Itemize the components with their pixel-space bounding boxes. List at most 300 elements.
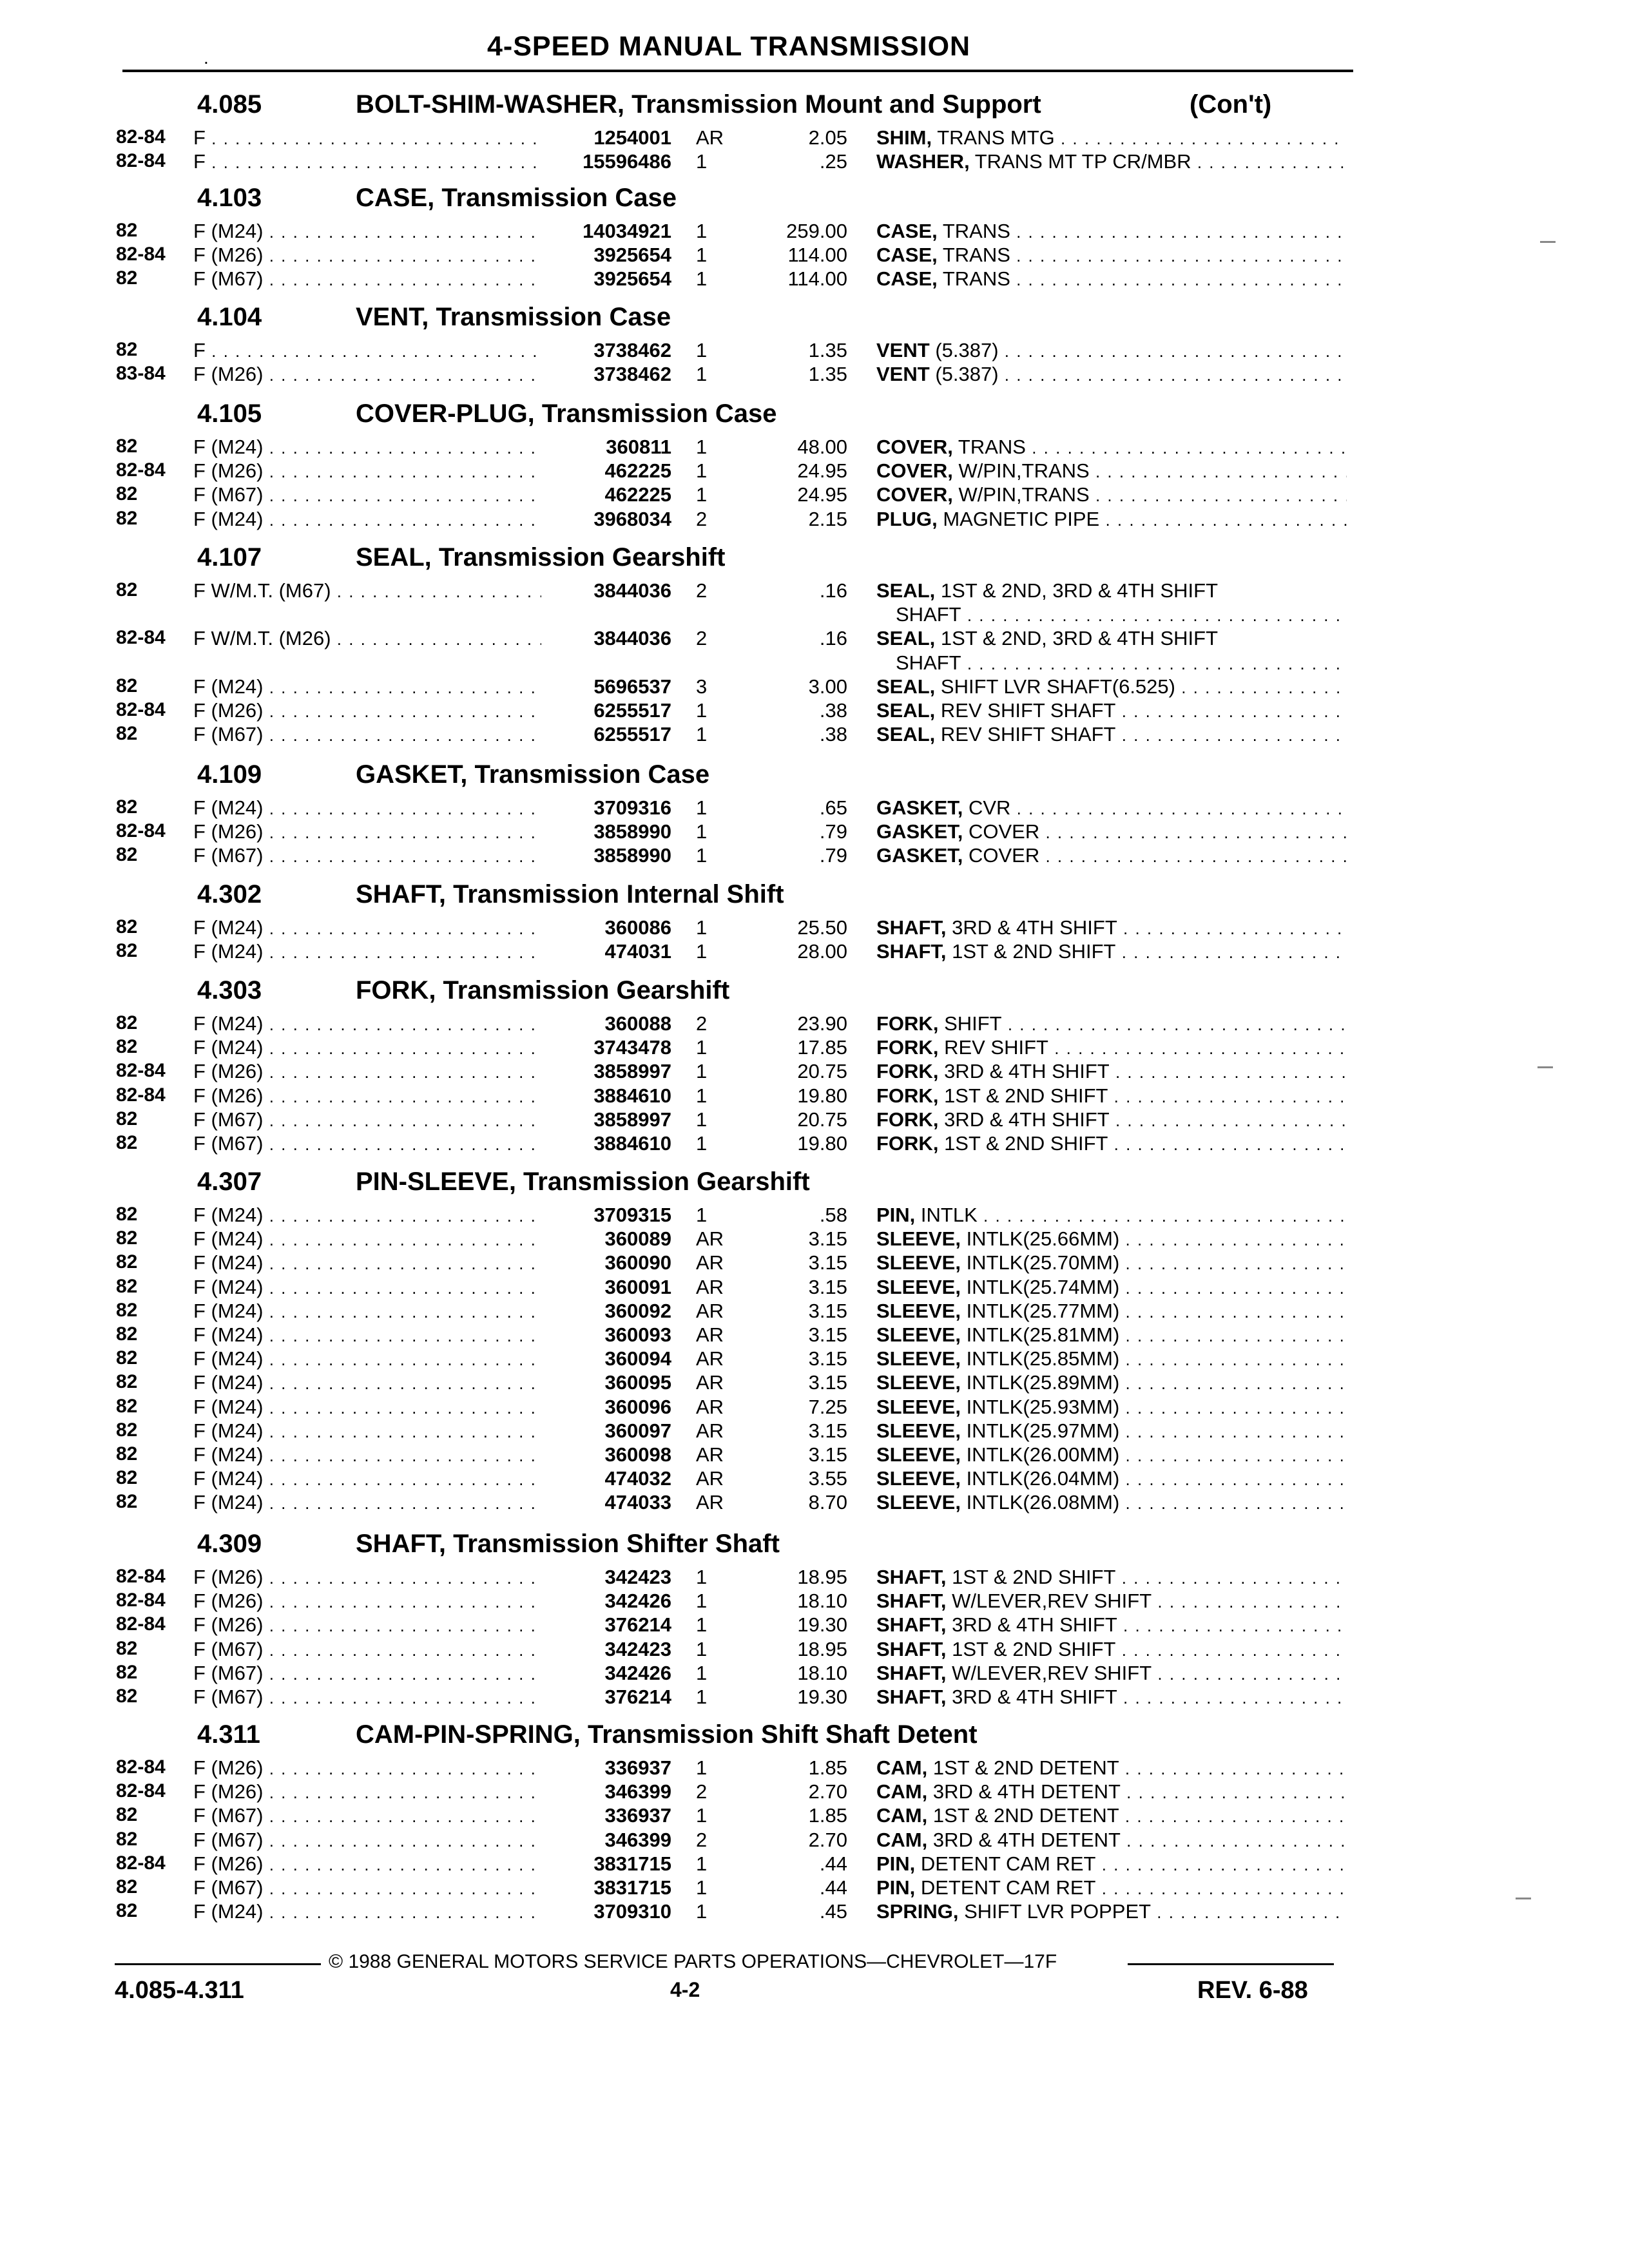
- part-description: [876, 339, 1347, 362]
- description-noun: SPRING,: [876, 1900, 959, 1923]
- application-code: F (M67) . . .: [193, 1108, 541, 1131]
- model-years: 82: [116, 723, 138, 745]
- price: 25.50: [797, 916, 847, 939]
- part-number: 6255517: [593, 699, 671, 722]
- application-code: F (M67) . . .: [193, 1686, 541, 1709]
- description-continued: SHAFT . . .: [896, 603, 1347, 626]
- application-code: F (M67) . . .: [193, 1876, 541, 1899]
- description-noun: SLEEVE,: [876, 1491, 961, 1514]
- description-noun: FORK,: [876, 1060, 939, 1083]
- description-noun: PLUG,: [876, 507, 938, 530]
- price: 23.90: [797, 1012, 847, 1035]
- application-code: F . . .: [193, 126, 541, 149]
- quantity: AR: [696, 1251, 724, 1274]
- price: 259.00: [786, 220, 847, 242]
- application-code: F (M24) . . .: [193, 1036, 541, 1059]
- application-code: F (M24) . . .: [193, 1900, 541, 1923]
- application-code: F (M67) . . .: [193, 1638, 541, 1661]
- price: .25: [819, 150, 847, 173]
- application-code: F (M26) . . .: [193, 244, 541, 267]
- part-number: 474033: [604, 1491, 671, 1514]
- part-description: [876, 627, 1347, 650]
- application-code: F (M26) . . .: [193, 1060, 541, 1083]
- description-detail: W/LEVER,REV SHIFT . . .: [952, 1590, 1347, 1612]
- model-years: 82: [116, 1204, 138, 1225]
- price: 114.00: [787, 244, 847, 267]
- quantity: 1: [696, 1852, 708, 1875]
- quantity: 1: [696, 1876, 708, 1899]
- model-years: 82-84: [116, 1084, 166, 1106]
- price: .38: [819, 723, 847, 746]
- application-code: F . . .: [193, 339, 541, 362]
- quantity: AR: [696, 1443, 724, 1466]
- margin-mark: [1540, 241, 1556, 243]
- part-description: [876, 1491, 1347, 1514]
- footer-section-range: 4.085-4.311: [115, 1977, 244, 2004]
- quantity: AR: [696, 1323, 724, 1346]
- part-number: 3831715: [593, 1852, 671, 1875]
- quantity: 1: [696, 699, 708, 722]
- application-code: F (M24) . . .: [193, 1371, 541, 1394]
- application-code: F (M24) . . .: [193, 916, 541, 939]
- description-detail: INTLK . . .: [921, 1204, 1347, 1226]
- quantity: 2: [696, 1828, 708, 1851]
- description-noun: SEAL,: [876, 579, 936, 602]
- application-code: F (M24) . . .: [193, 940, 541, 963]
- description-detail: COVER . . .: [969, 820, 1347, 843]
- price: 19.80: [797, 1132, 847, 1155]
- description-noun: CASE,: [876, 267, 938, 291]
- description-detail: (5.387) . . .: [935, 339, 1347, 361]
- quantity: 1: [696, 1804, 708, 1827]
- part-description: [876, 1371, 1347, 1394]
- description-noun: FORK,: [876, 1036, 939, 1059]
- quantity: 1: [696, 1060, 708, 1083]
- part-description: [876, 1060, 1347, 1083]
- price: 24.95: [797, 483, 847, 506]
- part-description: [876, 820, 1347, 843]
- model-years: 82: [116, 1108, 138, 1129]
- description-detail: SHIFT LVR SHAFT(6.525) . . .: [941, 675, 1347, 698]
- part-description: [876, 363, 1347, 386]
- section-number: 4.107: [197, 543, 262, 572]
- description-detail: 3RD & 4TH SHIFT . . .: [952, 1613, 1347, 1636]
- description-detail: W/PIN,TRANS . . .: [958, 459, 1347, 482]
- description-noun: FORK,: [876, 1084, 939, 1107]
- model-years: 82-84: [116, 1613, 166, 1635]
- description-detail: 1ST & 2ND, 3RD & 4TH SHIFT: [940, 627, 1219, 650]
- section-number: 4.311: [197, 1720, 260, 1749]
- application-code: F W/M.T. (M67) . . .: [193, 579, 541, 602]
- price: 8.70: [808, 1491, 847, 1514]
- description-detail: 3RD & 4TH SHIFT . . .: [944, 1108, 1347, 1131]
- price: 3.15: [808, 1443, 847, 1466]
- quantity: 1: [696, 916, 708, 939]
- part-description: [876, 1638, 1347, 1661]
- part-number: 1254001: [593, 126, 671, 149]
- part-number: 342423: [604, 1566, 671, 1588]
- quantity: AR: [696, 1491, 724, 1514]
- description-noun: SLEEVE,: [876, 1443, 961, 1466]
- application-code: F (M24) . . .: [193, 1204, 541, 1227]
- model-years: 82: [116, 1275, 138, 1297]
- application-code: F (M26) . . .: [193, 1756, 541, 1780]
- application-code: F (M24) . . .: [193, 1396, 541, 1419]
- part-description: [876, 1852, 1347, 1876]
- model-years: 82: [116, 916, 138, 937]
- description-detail: SHIFT LVR POPPET . . .: [964, 1900, 1347, 1923]
- application-code: F (M26) . . .: [193, 363, 541, 386]
- section-title: COVER-PLUG, Transmission Case: [356, 399, 777, 428]
- part-number: 3844036: [593, 579, 671, 602]
- part-description: [876, 267, 1347, 291]
- application-code: F (M24) . . .: [193, 796, 541, 820]
- application-code: F (M67) . . .: [193, 267, 541, 291]
- part-number: 336937: [604, 1756, 671, 1779]
- description-detail: W/PIN,TRANS . . .: [958, 483, 1347, 506]
- description-detail: DETENT CAM RET . . .: [921, 1876, 1347, 1899]
- model-years: 82: [116, 796, 138, 818]
- page-title: 4-SPEED MANUAL TRANSMISSION: [487, 31, 971, 62]
- description-noun: SLEEVE,: [876, 1395, 961, 1418]
- description-noun: SEAL,: [876, 723, 936, 746]
- part-number: 6255517: [593, 723, 671, 746]
- application-code: F (M24) . . .: [193, 436, 541, 459]
- model-years: 83-84: [116, 363, 166, 385]
- application-code: F (M26) . . .: [193, 1613, 541, 1637]
- part-description: [876, 1900, 1347, 1923]
- model-years: 82: [116, 1828, 138, 1850]
- footer-page-number: 4-2: [670, 1978, 700, 2001]
- application-code: F . . .: [193, 150, 541, 173]
- model-years: 82: [116, 675, 138, 697]
- price: .38: [819, 699, 847, 722]
- section-title: CASE, Transmission Case: [356, 184, 677, 212]
- quantity: 2: [696, 627, 708, 650]
- price: 3.15: [808, 1419, 847, 1442]
- part-number: 462225: [604, 459, 671, 483]
- description-detail: 3RD & 4TH SHIFT . . .: [944, 1060, 1347, 1082]
- quantity: 1: [696, 1036, 708, 1059]
- model-years: 82: [116, 1012, 138, 1033]
- part-number: 360093: [604, 1323, 671, 1346]
- quantity: AR: [696, 126, 724, 149]
- model-years: 82: [116, 1299, 138, 1321]
- description-detail: INTLK(25.77MM) . . .: [967, 1300, 1347, 1322]
- application-code: F (M24) . . .: [193, 1491, 541, 1514]
- description-noun: PIN,: [876, 1876, 916, 1899]
- part-number: 342423: [604, 1637, 671, 1660]
- description-detail: 1ST & 2ND SHIFT . . .: [952, 1638, 1347, 1660]
- price: 1.85: [808, 1756, 847, 1779]
- price: .16: [819, 627, 847, 650]
- price: 3.15: [808, 1275, 847, 1298]
- part-description: [876, 1012, 1347, 1035]
- description-detail: INTLK(26.04MM) . . .: [967, 1467, 1347, 1490]
- part-description: [876, 1084, 1347, 1108]
- part-description: [876, 1613, 1347, 1637]
- part-number: 376214: [604, 1613, 671, 1637]
- part-description: [876, 699, 1347, 722]
- section-number: 4.307: [197, 1168, 262, 1196]
- part-number: 346399: [604, 1780, 671, 1803]
- quantity: 1: [696, 244, 708, 267]
- part-description: [876, 483, 1347, 506]
- description-noun: SHAFT,: [876, 1637, 947, 1660]
- footer-rule-left: [115, 1963, 321, 1965]
- application-code: F (M26) . . .: [193, 1590, 541, 1613]
- section-title: SEAL, Transmission Gearshift: [356, 543, 726, 572]
- part-number: 342426: [604, 1590, 671, 1613]
- quantity: 1: [696, 1108, 708, 1131]
- part-number: 3968034: [593, 507, 671, 530]
- description-noun: SEAL,: [876, 627, 936, 650]
- price: 19.80: [797, 1084, 847, 1107]
- part-description: [876, 796, 1347, 820]
- part-number: 3738462: [593, 363, 671, 386]
- quantity: 1: [696, 723, 708, 746]
- quantity: 1: [696, 1204, 708, 1226]
- price: 48.00: [797, 436, 847, 458]
- description-noun: GASKET,: [876, 844, 963, 867]
- model-years: 82-84: [116, 1852, 166, 1874]
- part-number: 360086: [604, 916, 671, 939]
- quantity: 1: [696, 267, 708, 291]
- description-detail: REV SHIFT SHAFT . . .: [941, 699, 1347, 722]
- part-number: 3831715: [593, 1876, 671, 1899]
- part-number: 3709315: [593, 1204, 671, 1226]
- quantity: AR: [696, 1347, 724, 1370]
- description-noun: VENT: [876, 363, 930, 386]
- price: 18.10: [797, 1661, 847, 1684]
- application-code: F (M26) . . .: [193, 459, 541, 483]
- model-years: 82-84: [116, 150, 166, 172]
- description-noun: COVER,: [876, 483, 953, 506]
- price: 2.70: [808, 1828, 847, 1851]
- description-detail: INTLK(25.89MM) . . .: [967, 1371, 1347, 1394]
- quantity: 1: [696, 1637, 708, 1660]
- description-detail: 3RD & 4TH DETENT . . .: [933, 1780, 1347, 1803]
- quantity: AR: [696, 1227, 724, 1251]
- model-years: 82: [116, 339, 138, 360]
- quantity: 1: [696, 220, 708, 242]
- section-number: 4.085: [197, 90, 262, 119]
- model-years: 82: [116, 579, 138, 601]
- application-code: F (M67) . . .: [193, 723, 541, 746]
- model-years: 82: [116, 1443, 138, 1465]
- description-noun: SLEEVE,: [876, 1371, 961, 1394]
- description-detail: 1ST & 2ND DETENT . . .: [933, 1804, 1347, 1827]
- model-years: 82: [116, 267, 138, 289]
- application-code: F (M24) . . .: [193, 1347, 541, 1370]
- description-noun: CASE,: [876, 244, 938, 267]
- model-years: 82: [116, 220, 138, 241]
- price: 3.15: [808, 1299, 847, 1322]
- description-noun: SHAFT,: [876, 1661, 947, 1684]
- description-noun: CASE,: [876, 220, 938, 242]
- quantity: 1: [696, 844, 708, 867]
- application-code: F (M67) . . .: [193, 1662, 541, 1685]
- description-detail: INTLK(25.93MM) . . .: [967, 1396, 1347, 1418]
- part-description: [876, 723, 1347, 746]
- description-detail: TRANS . . .: [958, 436, 1347, 458]
- quantity: 1: [696, 940, 708, 963]
- application-code: F (M26) . . .: [193, 1566, 541, 1589]
- description-noun: SLEEVE,: [876, 1275, 961, 1298]
- model-years: 82-84: [116, 1780, 166, 1802]
- section-number: 4.105: [197, 399, 262, 428]
- part-number: 3884610: [593, 1132, 671, 1155]
- application-code: F (M24) . . .: [193, 1443, 541, 1466]
- price: .79: [819, 820, 847, 843]
- part-number: 360811: [606, 436, 671, 458]
- section-number: 4.104: [197, 303, 262, 331]
- section-number: 4.303: [197, 976, 262, 1004]
- section-title: CAM-PIN-SPRING, Transmission Shift Shaft Detent: [356, 1720, 978, 1749]
- quantity: 1: [696, 1756, 708, 1779]
- part-number: 3925654: [593, 267, 671, 291]
- description-noun: SEAL,: [876, 699, 936, 722]
- application-code: F W/M.T. (M26) . . .: [193, 627, 541, 650]
- description-noun: WASHER,: [876, 150, 970, 173]
- part-description: [876, 1036, 1347, 1059]
- application-code: F (M24) . . .: [193, 508, 541, 531]
- part-number: 5696537: [593, 675, 671, 698]
- application-code: F (M24) . . .: [193, 1276, 541, 1299]
- description-noun: GASKET,: [876, 820, 963, 843]
- description-continued: SHAFT . . .: [896, 651, 1347, 675]
- price: 3.15: [808, 1347, 847, 1370]
- price: 3.55: [808, 1467, 847, 1490]
- quantity: 3: [696, 675, 708, 698]
- model-years: 82: [116, 1227, 138, 1249]
- part-description: [876, 1686, 1347, 1709]
- price: 18.10: [797, 1590, 847, 1613]
- part-description: [876, 1590, 1347, 1613]
- price: 114.00: [787, 267, 847, 291]
- price: 19.30: [797, 1613, 847, 1637]
- part-description: [876, 1876, 1347, 1899]
- model-years: 82: [116, 1323, 138, 1345]
- part-description: [876, 1662, 1347, 1685]
- part-number: 474032: [604, 1467, 671, 1490]
- description-noun: CAM,: [876, 1780, 928, 1803]
- model-years: 82-84: [116, 1566, 166, 1587]
- part-description: [876, 220, 1347, 243]
- application-code: F (M26) . . .: [193, 1084, 541, 1108]
- quantity: 1: [696, 459, 708, 483]
- part-description: [876, 1323, 1347, 1347]
- model-years: 82-84: [116, 627, 166, 649]
- quantity: 2: [696, 1780, 708, 1803]
- model-years: 82: [116, 940, 138, 962]
- price: 20.75: [797, 1108, 847, 1131]
- description-noun: SLEEVE,: [876, 1323, 961, 1346]
- description-detail: REV SHIFT SHAFT . . .: [941, 723, 1347, 745]
- description-detail: W/LEVER,REV SHIFT . . .: [952, 1662, 1347, 1684]
- description-noun: PIN,: [876, 1852, 916, 1875]
- part-description: [876, 1227, 1347, 1251]
- model-years: 82: [116, 1661, 138, 1683]
- model-years: 82: [116, 507, 138, 529]
- price: 20.75: [797, 1060, 847, 1083]
- model-years: 82: [116, 1347, 138, 1369]
- description-detail: 1ST & 2ND DETENT . . .: [933, 1756, 1347, 1779]
- application-code: F (M24) . . .: [193, 220, 541, 243]
- part-number: 462225: [604, 483, 671, 506]
- description-detail: SHIFT . . .: [944, 1012, 1347, 1035]
- part-description: [876, 436, 1347, 459]
- part-number: 474031: [604, 940, 671, 963]
- part-description: [876, 675, 1347, 698]
- part-number: 360092: [604, 1299, 671, 1322]
- application-code: F (M26) . . .: [193, 820, 541, 843]
- description-detail: 3RD & 4TH DETENT . . .: [933, 1829, 1347, 1851]
- model-years: 82: [116, 1395, 138, 1417]
- price: 3.15: [808, 1251, 847, 1274]
- quantity: 1: [696, 1900, 708, 1923]
- description-noun: SHAFT,: [876, 1566, 947, 1588]
- model-years: 82-84: [116, 1756, 166, 1778]
- model-years: 82: [116, 1804, 138, 1826]
- quantity: AR: [696, 1419, 724, 1442]
- part-description: [876, 1276, 1347, 1299]
- part-description: [876, 459, 1347, 483]
- quantity: 1: [696, 339, 708, 361]
- footer-revision: REV. 6-88: [1197, 1977, 1308, 2004]
- model-years: 82-84: [116, 699, 166, 720]
- part-description: [876, 1756, 1347, 1780]
- model-years: 82: [116, 1900, 138, 1922]
- quantity: 1: [696, 363, 708, 386]
- margin-mark: [1537, 1066, 1553, 1068]
- model-years: 82-84: [116, 459, 166, 481]
- price: 7.25: [808, 1395, 847, 1418]
- section-title: GASKET, Transmission Case: [356, 760, 710, 789]
- price: 19.30: [797, 1686, 847, 1708]
- description-detail: 1ST & 2ND, 3RD & 4TH SHIFT: [940, 579, 1219, 602]
- model-years: 82-84: [116, 126, 166, 148]
- part-number: 376214: [604, 1686, 671, 1708]
- price: 2.05: [808, 126, 847, 149]
- part-number: 360088: [604, 1012, 671, 1035]
- quantity: 1: [696, 820, 708, 843]
- part-number: 3858997: [593, 1060, 671, 1083]
- description-detail: INTLK(25.74MM) . . .: [967, 1276, 1347, 1298]
- application-code: F (M67) . . .: [193, 1132, 541, 1155]
- quantity: AR: [696, 1467, 724, 1490]
- quantity: 2: [696, 1012, 708, 1035]
- quantity: AR: [696, 1395, 724, 1418]
- description-noun: FORK,: [876, 1132, 939, 1155]
- quantity: AR: [696, 1275, 724, 1298]
- part-description: [876, 150, 1347, 173]
- part-number: 14034921: [583, 220, 671, 242]
- part-description: [876, 1443, 1347, 1466]
- price: 3.00: [808, 675, 847, 698]
- description-detail: INTLK(26.00MM) . . .: [967, 1443, 1347, 1466]
- section-number: 4.309: [197, 1530, 262, 1558]
- description-detail: TRANS . . .: [943, 267, 1347, 290]
- description-detail: COVER . . .: [969, 844, 1347, 867]
- part-number: 342426: [604, 1661, 671, 1684]
- model-years: 82: [116, 1419, 138, 1441]
- footer-copyright: © 1988 GENERAL MOTORS SERVICE PARTS OPERATIONS—CHEVROLET—17F: [329, 1951, 1057, 1972]
- section-title: BOLT-SHIM-WASHER, Transmission Mount and Support: [356, 90, 1041, 119]
- price: 2.70: [808, 1780, 847, 1803]
- quantity: 1: [696, 436, 708, 458]
- price: 17.85: [797, 1036, 847, 1059]
